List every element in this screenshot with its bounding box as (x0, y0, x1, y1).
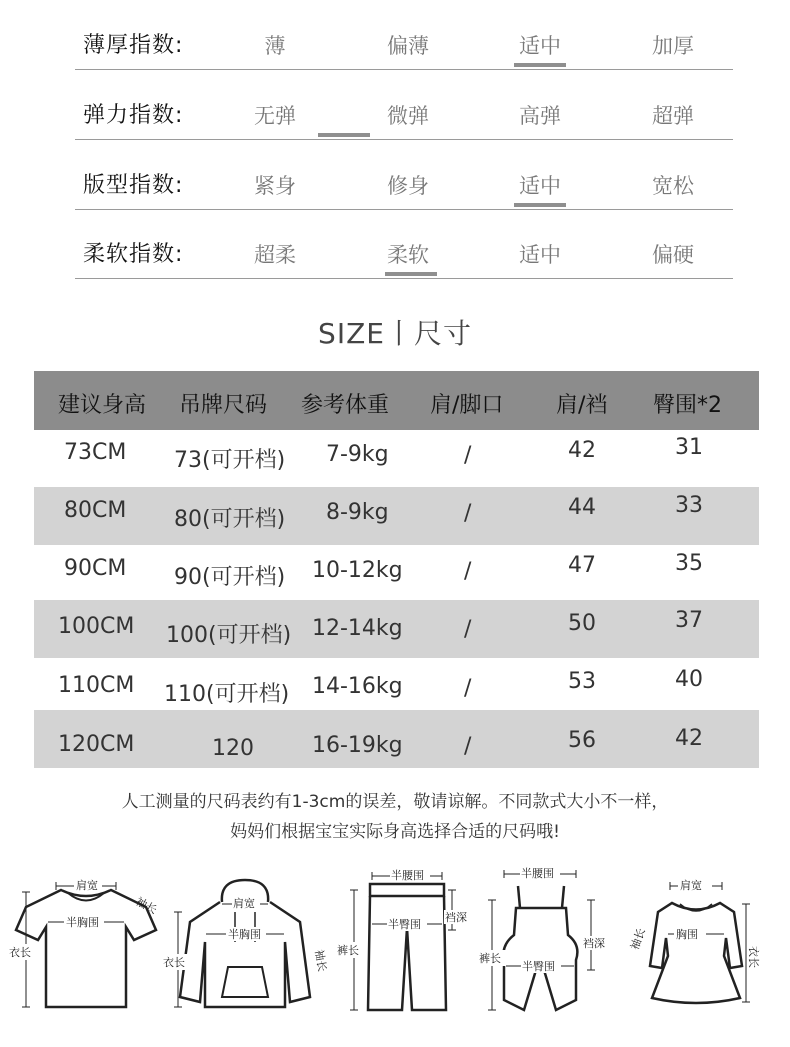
hoodie-shoulder-label: 肩宽 (233, 897, 255, 910)
table-cell: 35 (675, 551, 703, 576)
tshirt-sleeve-label: 袖长 (133, 894, 160, 917)
index-option: 超柔 (254, 243, 296, 267)
table-cell: 80(可开档) (174, 507, 286, 532)
index-option: 适中 (519, 34, 561, 58)
table-cell: / (464, 443, 472, 468)
table-cell: 10-12kg (312, 558, 403, 583)
col-header: 建议身高 (58, 393, 147, 418)
tshirt-chest-label: 半胸围 (66, 916, 99, 929)
table-cell: 80CM (64, 498, 127, 523)
table-cell: 120 (212, 736, 254, 761)
table-cell: 110CM (58, 673, 135, 698)
index-option: 紧身 (254, 174, 296, 198)
overalls-hip-label: 半臀围 (522, 960, 555, 973)
index-option: 适中 (519, 243, 561, 267)
tshirt-diagram (6, 872, 166, 1022)
size-title: SIZE丨尺寸 (318, 317, 472, 350)
col-header: 肩/脚口 (430, 393, 504, 418)
size-table-header (34, 371, 759, 430)
table-row (34, 545, 759, 603)
table-row (34, 430, 759, 488)
overalls-diagram (476, 860, 626, 1025)
pants-length-label: 裤长 (337, 944, 359, 957)
index-label: 版型指数: (83, 173, 184, 198)
index-option: 微弹 (387, 104, 429, 128)
index-option: 无弹 (254, 104, 296, 128)
table-cell: 31 (675, 435, 703, 460)
col-header: 肩/裆 (556, 393, 608, 418)
overalls-length-label: 裤长 (479, 952, 501, 965)
table-cell: 110(可开档) (164, 682, 290, 707)
tshirt-length-label: 衣长 (9, 946, 31, 959)
index-label: 弹力指数: (83, 103, 184, 128)
index-option: 超弹 (652, 104, 694, 128)
overalls-waist-label: 半腰围 (521, 867, 554, 880)
table-cell: 53 (568, 669, 596, 694)
table-cell: 50 (568, 611, 596, 636)
col-header: 参考体重 (301, 393, 390, 418)
hoodie-chest-label: 半胸围 (228, 928, 261, 941)
dress-length-label: 衣长 (747, 946, 760, 968)
index-marker (514, 203, 566, 207)
table-cell: 16-19kg (312, 733, 403, 758)
index-option: 柔软 (387, 243, 429, 267)
table-row (34, 600, 759, 658)
table-cell: / (464, 676, 472, 701)
table-cell: 8-9kg (326, 500, 389, 525)
index-label: 薄厚指数: (83, 33, 184, 58)
table-cell: / (464, 734, 472, 759)
index-row-elasticity (75, 70, 733, 140)
table-cell: 90(可开档) (174, 565, 286, 590)
pants-hip-label: 半臀围 (388, 918, 421, 931)
pants-waist-label: 半腰围 (391, 869, 424, 882)
table-cell: 90CM (64, 556, 127, 581)
index-option: 加厚 (652, 34, 694, 58)
table-cell: 14-16kg (312, 674, 403, 699)
table-cell: / (464, 501, 472, 526)
pants-diagram (332, 860, 482, 1025)
index-option: 修身 (387, 174, 429, 198)
index-row-fit (75, 140, 733, 210)
index-option: 高弹 (519, 104, 561, 128)
table-cell: / (464, 617, 472, 642)
index-option: 适中 (519, 174, 561, 198)
table-cell: 73(可开档) (174, 448, 286, 473)
overalls-rise-label: 裆深 (583, 937, 605, 950)
index-marker (385, 272, 437, 276)
table-cell: 44 (568, 495, 596, 520)
table-row (34, 710, 759, 768)
dress-sleeve-label: 袖长 (628, 926, 648, 952)
table-cell: 100(可开档) (166, 623, 292, 648)
dress-chest-label: 胸围 (676, 928, 698, 941)
pants-rise-label: 裆深 (445, 911, 467, 924)
table-cell: 120CM (58, 732, 135, 757)
index-row-softness (75, 209, 733, 279)
index-option: 偏薄 (387, 34, 429, 58)
table-row (34, 658, 759, 716)
table-cell: 47 (568, 553, 596, 578)
index-row-thickness (75, 0, 733, 70)
hoodie-diagram (160, 872, 330, 1022)
table-cell: 7-9kg (326, 442, 389, 467)
hoodie-sleeve-label: 袖长 (312, 948, 329, 973)
table-cell: 12-14kg (312, 616, 403, 641)
table-cell: / (464, 559, 472, 584)
table-cell: 37 (675, 608, 703, 633)
table-cell: 33 (675, 493, 703, 518)
table-cell: 42 (568, 438, 596, 463)
table-row (34, 487, 759, 545)
index-marker (514, 63, 566, 67)
index-marker (318, 133, 370, 137)
index-option: 偏硬 (652, 243, 694, 267)
measurement-note: 妈妈们根据宝宝实际身高选择合适的尺码哦! (230, 822, 560, 842)
dress-diagram (622, 868, 782, 1018)
table-cell: 42 (675, 726, 703, 751)
col-header: 吊牌尺码 (179, 393, 268, 418)
table-cell: 56 (568, 728, 596, 753)
table-cell: 73CM (64, 440, 127, 465)
table-cell: 40 (675, 667, 703, 692)
tshirt-shoulder-label: 肩宽 (76, 879, 98, 892)
col-header: 臀围*2 (653, 393, 722, 418)
dress-shoulder-label: 肩宽 (680, 879, 702, 892)
measurement-note: 人工测量的尺码表约有1-3cm的误差，敬请谅解。不同款式大小不一样， (121, 792, 669, 812)
index-label: 柔软指数: (83, 242, 184, 267)
index-option: 薄 (264, 34, 286, 58)
hoodie-length-label: 衣长 (163, 956, 185, 969)
table-cell: 100CM (58, 614, 135, 639)
index-option: 宽松 (652, 174, 694, 198)
